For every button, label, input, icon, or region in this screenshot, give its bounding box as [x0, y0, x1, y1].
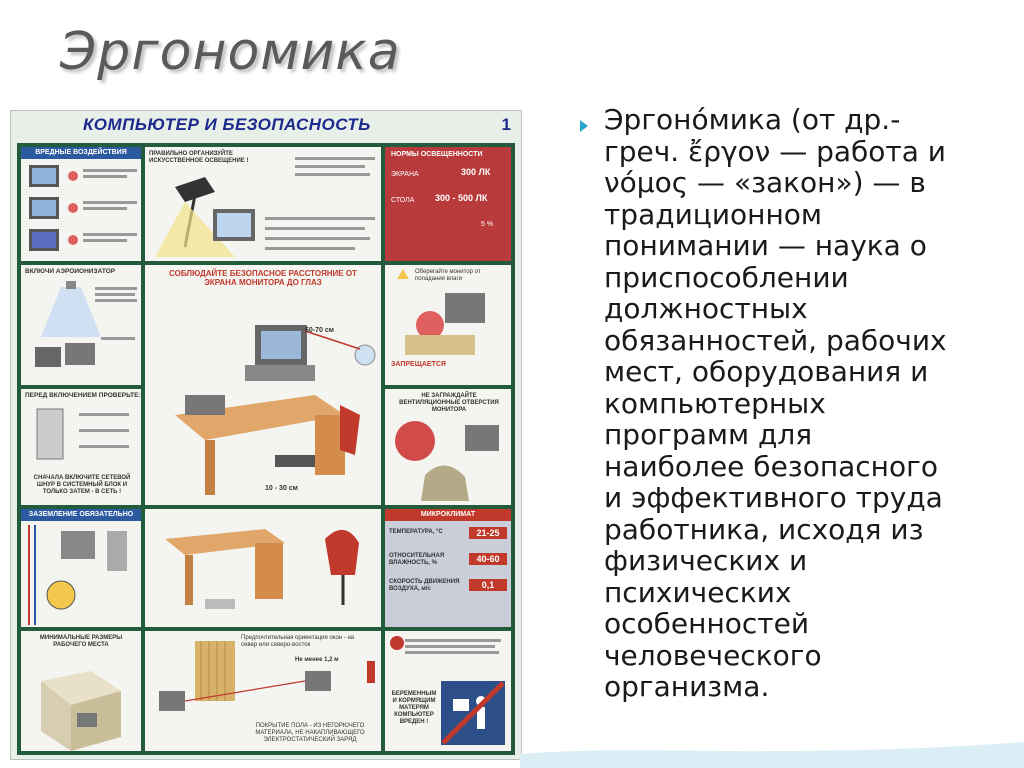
norms-screen-label: ЭКРАНА [391, 171, 419, 178]
ventilation-illustration [385, 405, 511, 505]
desk-dimensions-illustration [145, 509, 381, 627]
text-line: греч. ἔργον — работа и [604, 134, 947, 168]
min-distance-label: Не менее 1,2 м [295, 657, 339, 663]
panel-microclimate [385, 509, 511, 627]
desk-lamp-illustration [145, 147, 381, 261]
text-line: мест, оборудования и [604, 355, 929, 388]
text-line: психических [604, 575, 792, 609]
panel-safe-distance [145, 265, 381, 505]
before-heading: ПЕРЕД ВКЛЮЧЕНИЕМ ПРОВЕРЬТЕ: [25, 392, 141, 399]
norms-screen-value: 300 ЛК [461, 167, 491, 177]
text-line: νόμος — «закон») — в [604, 166, 926, 199]
air-speed-label: СКОРОСТЬ ДВИЖЕНИЯ ВОЗДУХА, м/с [389, 579, 460, 592]
panel-lighting-norms [385, 147, 511, 261]
panel-title: ВРЕДНЫЕ ВОЗДЕЙСТВИЯ [21, 147, 141, 159]
system-unit-illustration [21, 403, 141, 473]
decorative-wave [520, 740, 1024, 768]
panel-before-start [21, 389, 141, 505]
text-line: обязанностей, рабочих [604, 323, 947, 357]
pregnancy-warning-text: БЕРЕМЕННЫМ И КОРМЯЩИМ МАТЕРЯМ КОМПЬЮТЕР ВРЕДЕН ! [391, 691, 437, 725]
grounding-heading: ЗАЗЕМЛЕНИЕ ОБЯЗАТЕЛЬНО [21, 509, 141, 521]
panel-ionizer [21, 265, 141, 385]
panel-lighting [145, 147, 381, 261]
air-speed-value: 0,1 [469, 579, 507, 591]
panel-grounding [21, 509, 141, 627]
triangle-bullet-icon [578, 118, 590, 134]
panel-ventilation [385, 389, 511, 505]
panel-desk-dimensions [145, 509, 381, 627]
poster-number: 1 [501, 115, 511, 134]
workstation-illustration [145, 265, 381, 505]
humidity-value: 40-60 [469, 553, 507, 565]
text-line: должностных [604, 292, 808, 325]
orientation-note: Предпочтительная ориентация окон - на север или северо-восток [241, 635, 355, 648]
vents-heading: НЕ ЗАГРАЖДАЙТЕ ВЕНТИЛЯЦИОННЫЕ ОТВЕРСТИЯ МОНИТОРА [399, 393, 499, 413]
text-line: приспособлении [604, 260, 849, 294]
moisture-heading: Оберегайте монитор от попадания влаги [415, 269, 481, 282]
text-line: организма. [604, 670, 770, 703]
panel-harmful-effects [21, 147, 141, 261]
distance-heading: СОБЛЮДАЙТЕ БЕЗОПАСНОЕ РАССТОЯНИЕ ОТ ЭКРАНА МОНИТОРА ДО ГЛАЗ [169, 269, 357, 287]
temperature-value: 21-25 [469, 527, 507, 539]
norms-heading: НОРМЫ ОСВЕЩЕННОСТИ [391, 151, 483, 158]
panel-moisture [385, 265, 511, 385]
temperature-label: ТЕМПЕРАТУРА, °С [389, 529, 443, 535]
room-illustration [21, 651, 141, 751]
ionizer-illustration [21, 277, 141, 385]
text-line: и эффективного труда [604, 481, 943, 514]
microclimate-heading: МИКРОКЛИМАТ [385, 509, 511, 521]
poster-frame [17, 143, 515, 755]
forbidden-label: ЗАПРЕЩАЕТСЯ [391, 361, 446, 368]
text-line: наиболее безопасного [604, 449, 938, 483]
text-line: компьютерных [604, 386, 826, 420]
safety-poster-image [10, 110, 522, 760]
monitors-illustration [21, 159, 141, 261]
distance-bottom-label: 10 - 30 см [265, 485, 298, 492]
ionizer-heading: ВКЛЮЧИ АЭРОИОНИЗАТОР [25, 268, 116, 275]
text-line: особенностей [604, 607, 810, 640]
norms-table-value: 300 - 500 ЛК [435, 193, 488, 203]
text-line: человеческого [604, 638, 822, 672]
poster-header [11, 111, 521, 143]
text-line: программ для [604, 418, 813, 451]
plug-instruction: СНАЧАЛА ВКЛЮЧИТЕ СЕТЕВОЙ ШНУР В СИСТЕМНЫЙ БЛОК И ТОЛЬКО ЗАТЕМ - В СЕТЬ ! [33, 475, 131, 495]
panel-pregnancy-warning [385, 631, 511, 751]
min-sizes-heading: МИНИМАЛЬНЫЕ РАЗМЕРЫ РАБОЧЕГО МЕСТА [39, 635, 123, 648]
text-line: Эргоно́мика (от др.- [604, 103, 901, 136]
floor-note: ПОКРЫТИЕ ПОЛА - ИЗ НЕГОРЮЧЕГО МАТЕРИАЛА, НЕ НАКАПЛИВАЮЩЕГО ЭЛЕКТРОСТАТИЧЕСКИЙ ЗАРЯД [255, 723, 365, 743]
panel-room-layout [145, 631, 381, 751]
panel-min-sizes [21, 631, 141, 751]
grounding-illustration [21, 521, 141, 627]
poster-title: КОМПЬЮТЕР И БЕЗОПАСНОСТЬ [83, 115, 371, 134]
text-line: работника, исходя из [604, 512, 924, 546]
text-line: физических и [604, 544, 808, 577]
definition-text [604, 104, 1004, 703]
norms-table-label: СТОЛА [391, 197, 415, 204]
norms-percent: 5 % [481, 221, 494, 228]
humidity-label: ОТНОСИТЕЛЬНАЯ ВЛАЖНОСТЬ, % [389, 553, 445, 566]
lighting-heading: ПРАВИЛЬНО ОРГАНИЗУЙТЕ ИСКУССТВЕННОЕ ОСВЕЩЕНИЕ ! [149, 151, 249, 164]
text-line: традиционном [604, 197, 823, 231]
text-line: понимании — наука о [604, 229, 927, 262]
slide-title: Эргономика [60, 22, 401, 82]
distance-top-label: 60-70 см [305, 327, 334, 334]
